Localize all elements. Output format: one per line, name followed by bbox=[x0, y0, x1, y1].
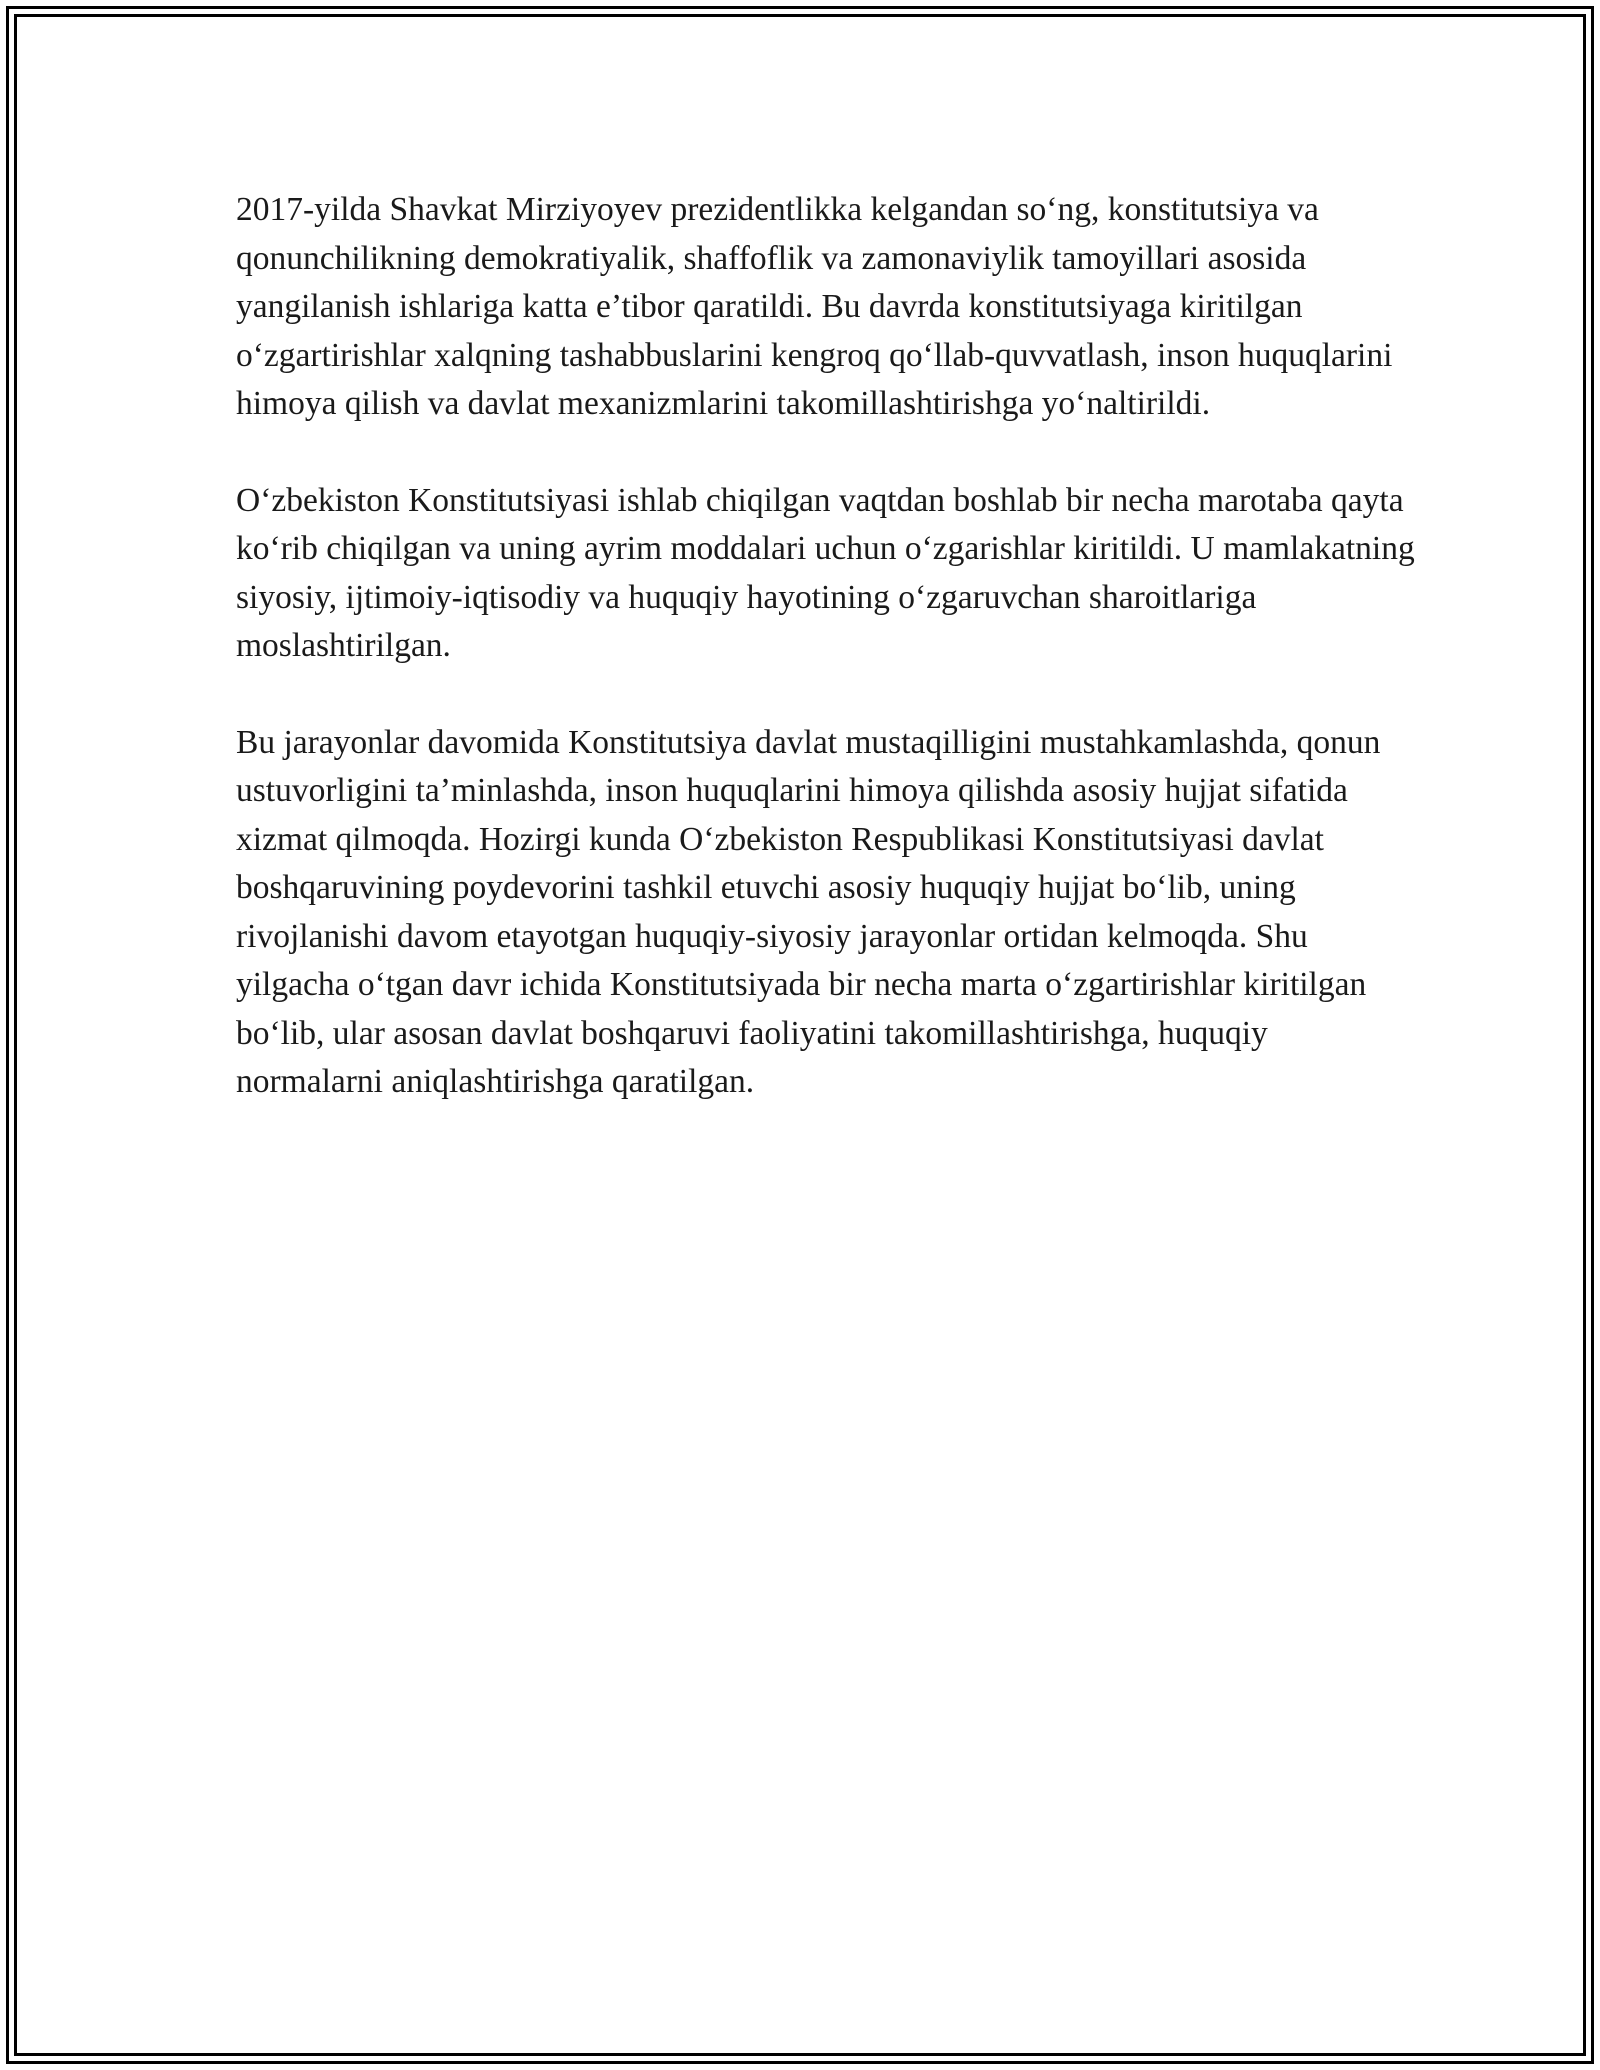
document-body bbox=[236, 186, 1416, 1155]
paragraph-2: O‘zbekiston Konstitutsiyasi ishlab chiqilgan vaqtdan boshlab bir necha marotaba qayta ko‘rib chiqilgan va uning ayrim moddalari uchun o‘zgarishlar kiritildi. U mamlakatning siyosiy, ijtimoiy-iqtisodiy va huquqiy hayotining o‘zgaruvchan sharoitlariga moslashtirilgan. bbox=[236, 481, 1415, 664]
paragraph-1: 2017-yilda Shavkat Mirziyoyev prezidentlikka kelgandan so‘ng, konstitutsiya va qonunchilikning demokratiyalik, shaffoflik va zamonaviylik tamoyillari asosida yangilanish ishlariga katta e’tibor qaratildi. Bu davrda konstitutsiyaga kiritilgan o‘zgartirishlar xalqning tashabbuslarini kengroq qo‘llab-quvvatlash, inson huquqlarini himoya qilish va davlat mexanizmlarini takomillashtirishga yo‘naltirildi. bbox=[236, 191, 1393, 422]
paragraph-3: Bu jarayonlar davomida Konstitutsiya davlat mustaqilligini mustahkamlashda, qonun ustuvorligini ta’minlashda, inson huquqlarini himoya qilishda asosiy hujjat sifatida xizmat qilmoqda. Hozirgi kunda O‘zbekiston Respublikasi Konstitutsiyasi davlat boshqaruvining poydevorini tashkil etuvchi asosiy huquqiy hujjat bo‘lib, uning rivojlanishi davom etayotgan huquqiy-siyosiy jarayonlar ortidan kelmoqda. Shu yilgacha o‘tgan davr ichida Konstitutsiyada bir necha marta o‘zgartirishlar kiritilgan bo‘lib, ular asosan davlat boshqaruvi faoliyatini takomillashtirishga, huquqiy normalarni aniqlashtirishga qaratilgan. bbox=[236, 723, 1381, 1100]
